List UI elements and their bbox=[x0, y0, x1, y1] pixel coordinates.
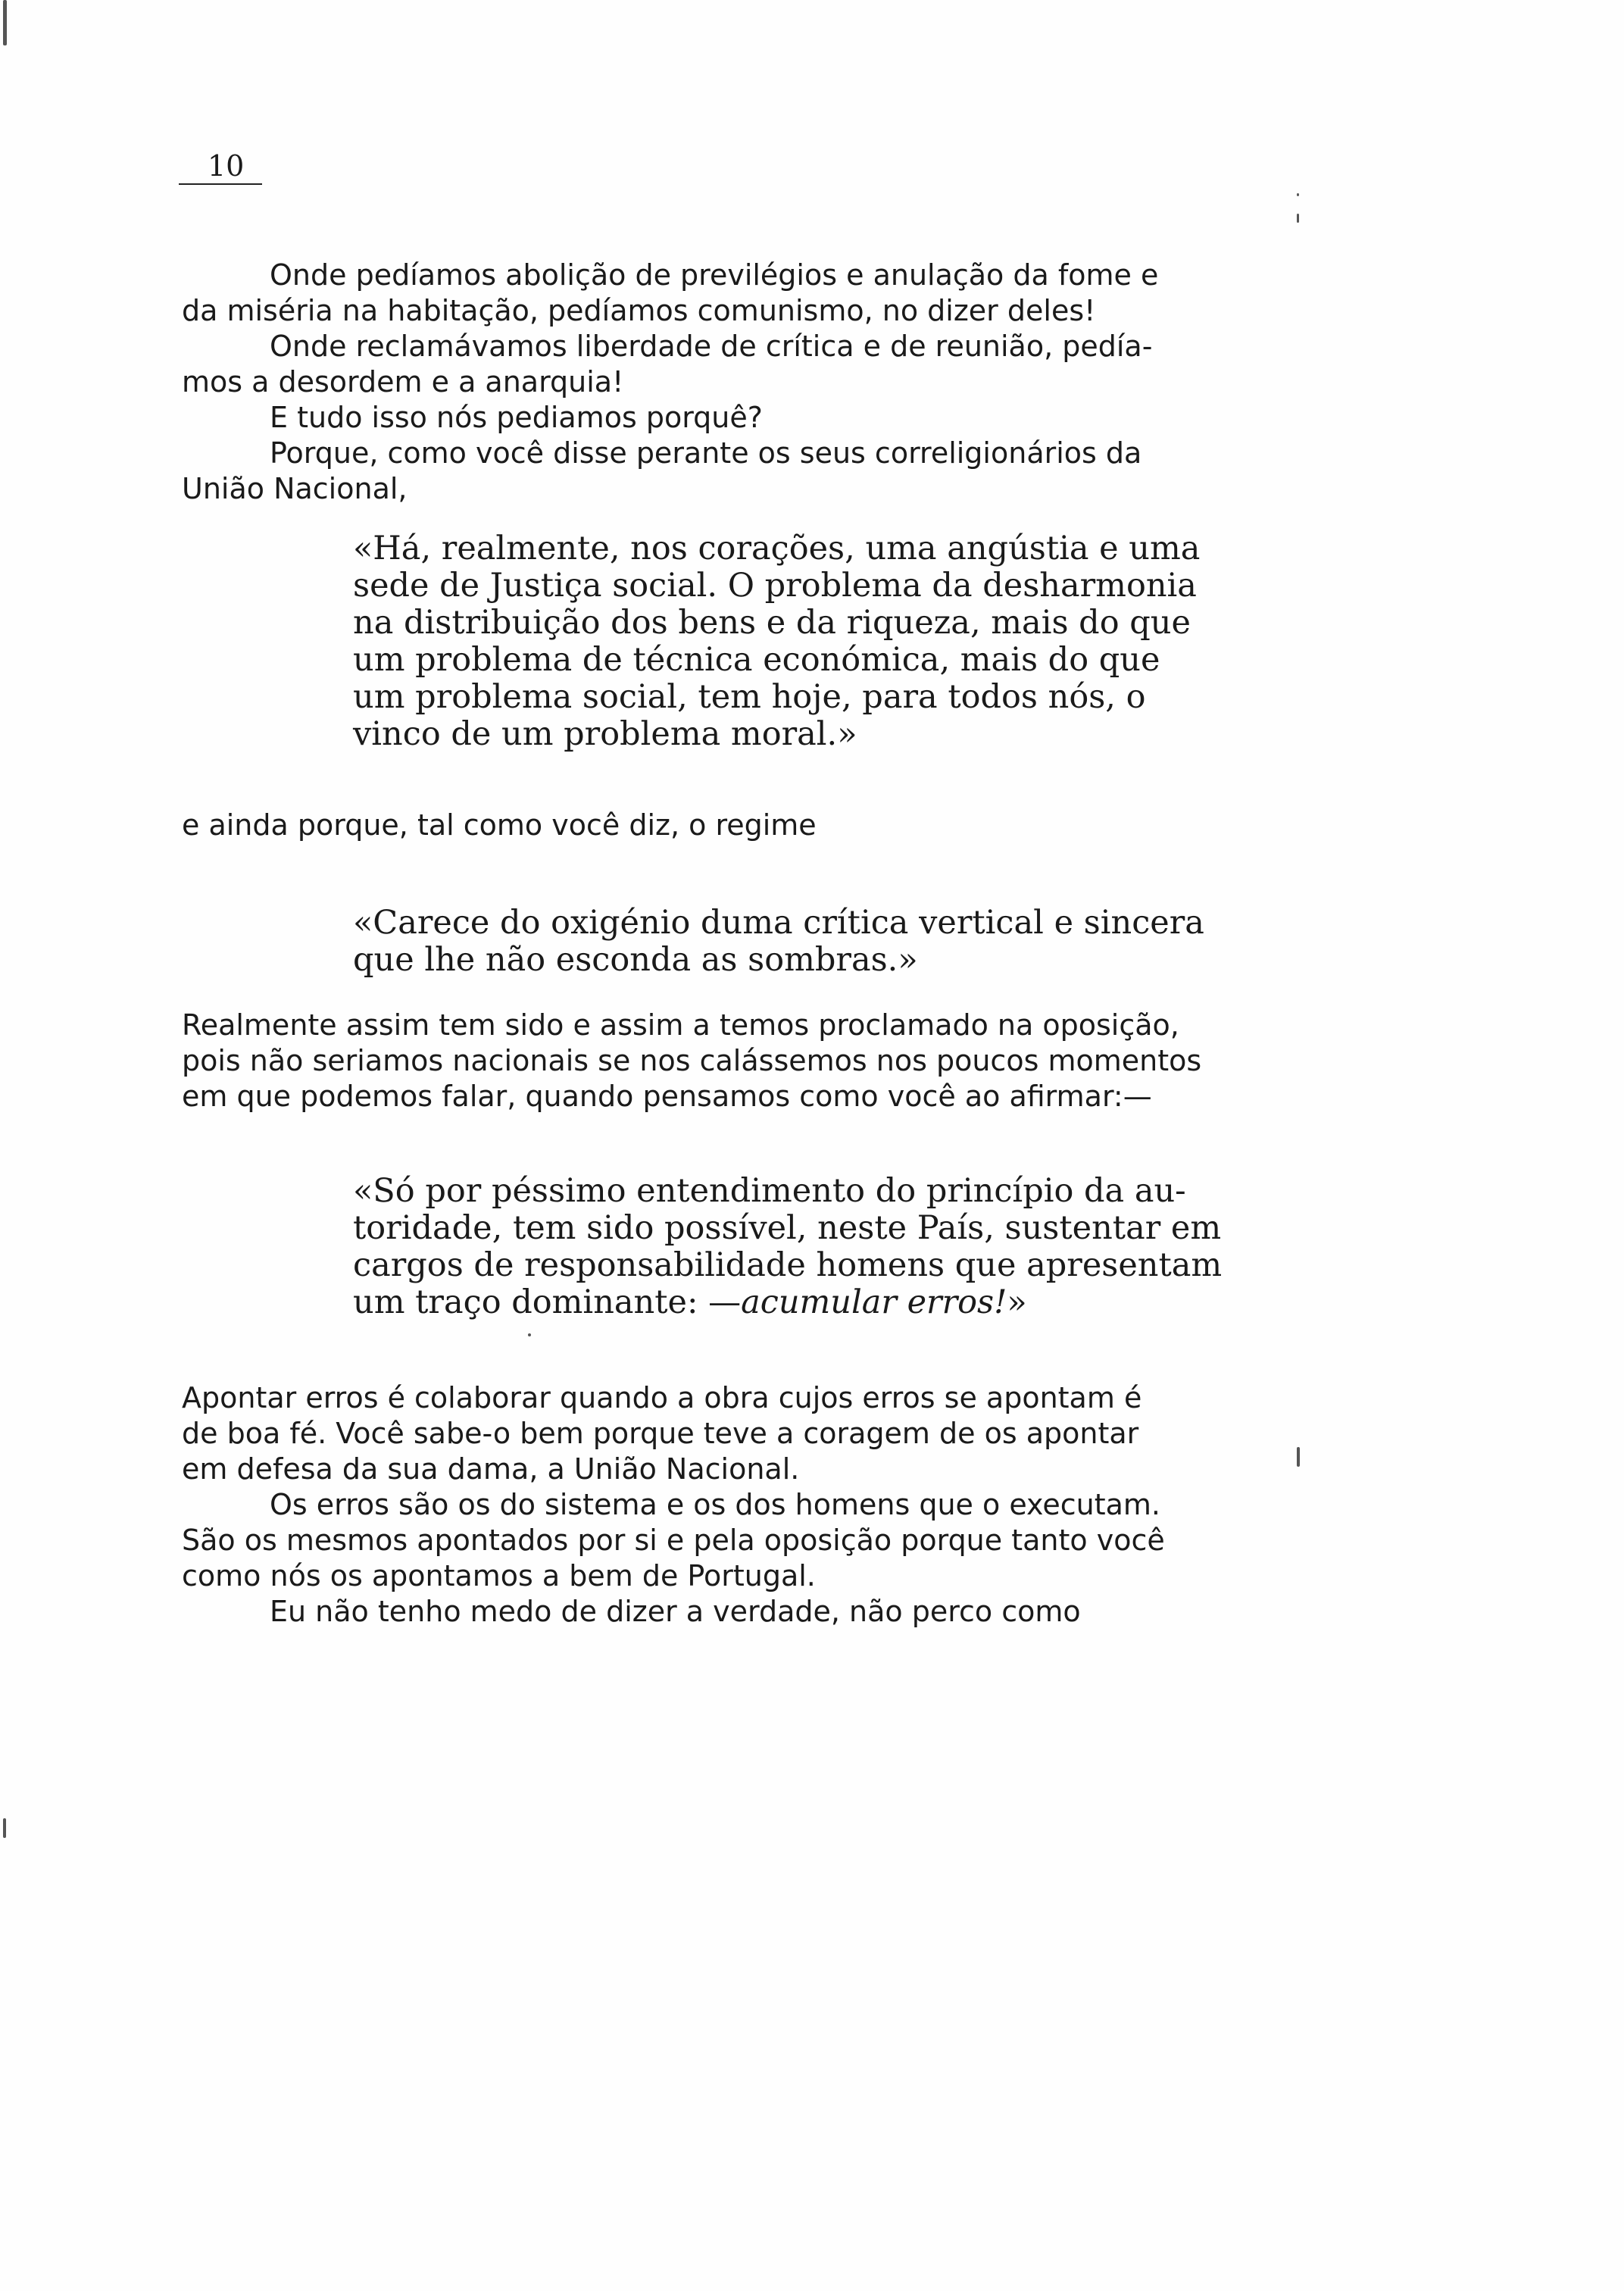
paragraph-regime bbox=[182, 808, 1174, 843]
text-line: em que podemos falar, quando pensamos como você ao afirmar:— bbox=[182, 1080, 1152, 1113]
quote-line: na distribuição dos bens e da riqueza, mais do que bbox=[353, 604, 1191, 642]
text-line: Onde pedíamos abolição de previlégios e anulação da fome e bbox=[270, 258, 1159, 292]
quote-line: «Há, realmente, nos corações, uma angústia e uma bbox=[353, 530, 1201, 567]
text-line: da miséria na habitação, pedíamos comunismo, no dizer deles! bbox=[182, 294, 1096, 327]
text-line: mos a desordem e a anarquia! bbox=[182, 365, 624, 399]
quote-line: «Carece do oxigénio duma crítica vertical e sincera bbox=[353, 904, 1204, 942]
quote-line-final bbox=[353, 1284, 1171, 1321]
quote-text: um traço dominante: — bbox=[353, 1283, 742, 1321]
paragraph-oposicao bbox=[182, 1008, 1202, 1114]
quote-emphasis: acumular erros! bbox=[741, 1283, 1007, 1321]
page-number: 10 bbox=[179, 148, 262, 185]
text-line: São os mesmos apontados por si e pela oposição porque tanto você bbox=[182, 1524, 1165, 1557]
scan-mark bbox=[3, 0, 7, 45]
scan-mark bbox=[528, 1333, 531, 1336]
text-line: Os erros são os do sistema e os dos homens que o executam. bbox=[270, 1488, 1161, 1521]
text-line: E tudo isso nós pediamos porquê? bbox=[270, 401, 763, 434]
quote-line: toridade, tem sido possível, neste País, sustentar em bbox=[353, 1209, 1222, 1247]
quote-line: que lhe não esconda as sombras.» bbox=[353, 941, 918, 979]
scan-mark bbox=[1297, 1447, 1300, 1467]
text-line: e ainda porque, tal como você diz, o regime bbox=[182, 808, 817, 842]
text-line: União Nacional, bbox=[182, 472, 408, 505]
text-line: Apontar erros é colaborar quando a obra cujos erros se apontam é bbox=[182, 1381, 1142, 1414]
paragraph-apontar-erros bbox=[182, 1380, 1174, 1630]
quotation-justica-social bbox=[353, 530, 1201, 753]
text-line: pois não seriamos nacionais se nos calássemos nos poucos momentos bbox=[182, 1044, 1202, 1077]
text-line: Porque, como você disse perante os seus correligionários da bbox=[270, 436, 1142, 470]
scan-mark bbox=[1297, 193, 1299, 196]
text-line: em defesa da sua dama, a União Nacional. bbox=[182, 1452, 800, 1486]
quote-close: » bbox=[1007, 1283, 1027, 1321]
text-line: Realmente assim tem sido e assim a temos proclamado na oposição, bbox=[182, 1008, 1179, 1042]
scan-mark bbox=[1297, 214, 1299, 223]
text-line: como nós os apontamos a bem de Portugal. bbox=[182, 1559, 816, 1592]
quote-line: sede de Justiça social. O problema da desharmonia bbox=[353, 567, 1197, 605]
quote-line: cargos de responsabilidade homens que apresentam bbox=[353, 1246, 1223, 1284]
quote-line: vinco de um problema moral.» bbox=[353, 715, 857, 753]
scan-mark bbox=[3, 1818, 6, 1838]
quote-line: «Só por péssimo entendimento do princípio da au- bbox=[353, 1172, 1186, 1210]
quotation-acumular-erros bbox=[353, 1172, 1223, 1321]
text-line: Eu não tenho medo de dizer a verdade, não perco como bbox=[270, 1595, 1081, 1628]
text-line: de boa fé. Você sabe-o bem porque teve a coragem de os apontar bbox=[182, 1417, 1139, 1450]
quote-line: um problema social, tem hoje, para todos nós, o bbox=[353, 678, 1146, 716]
text-line: Onde reclamávamos liberdade de crítica e de reunião, pedía- bbox=[270, 330, 1153, 363]
quotation-critica-vertical bbox=[353, 904, 1204, 979]
paragraph-opening bbox=[182, 258, 1174, 507]
quote-line: um problema de técnica económica, mais do que bbox=[353, 641, 1160, 679]
